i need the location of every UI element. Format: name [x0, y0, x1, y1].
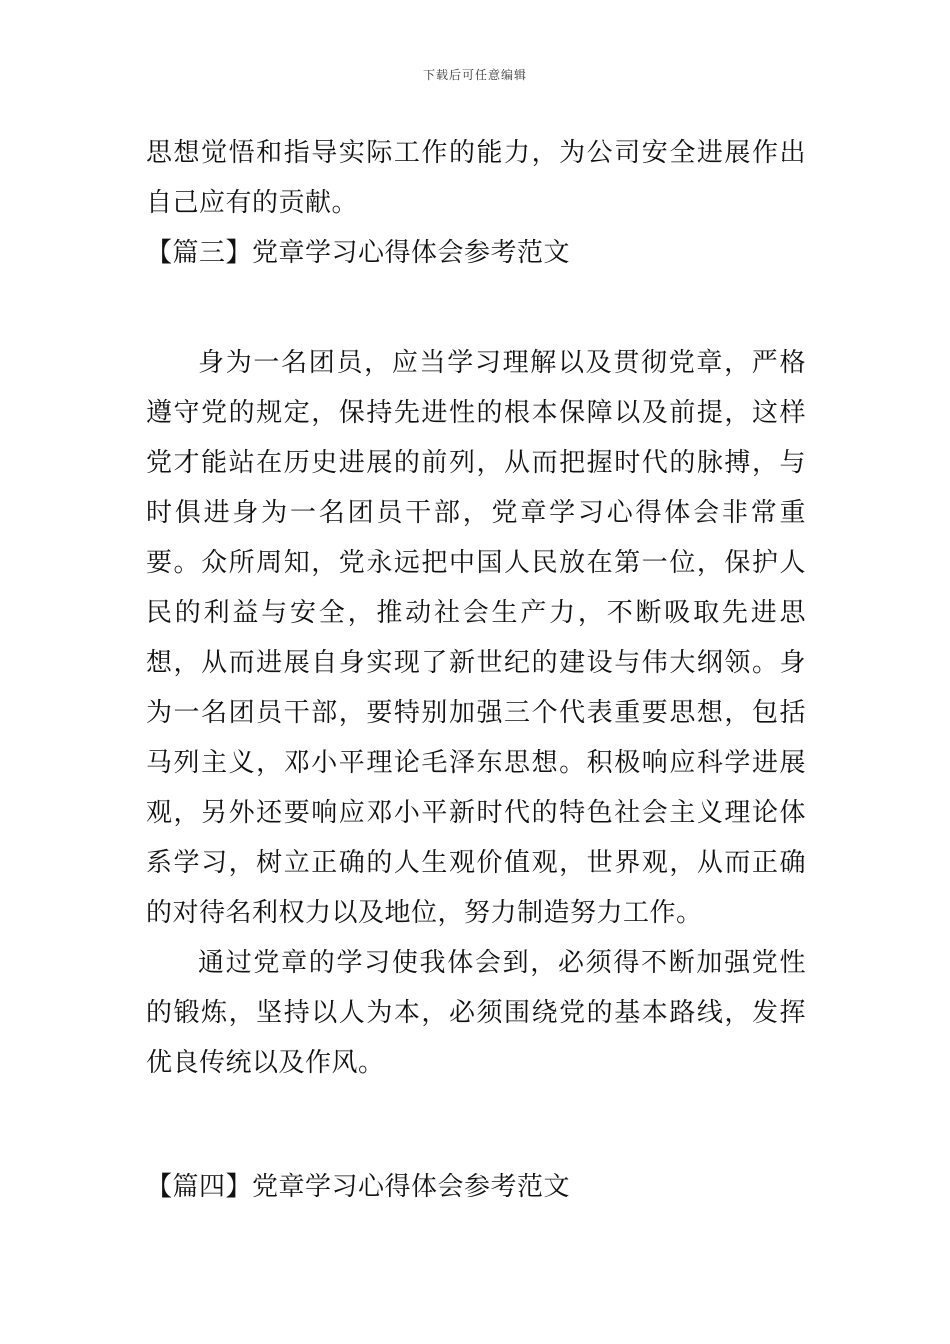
page-header-note: 下载后可任意编辑	[422, 68, 527, 82]
spacer	[146, 1088, 806, 1162]
intro-paragraph: 思想觉悟和指导实际工作的能力，为公司安全进展作出自己应有的贡献。	[146, 138, 806, 218]
part3-paragraph-2: 通过党章的学习使我体会到，必须得不断加强党性的锻炼，坚持以人为本，必须围绕党的基本路线，发挥优良传统以及作风。	[146, 948, 806, 1078]
section-heading-part3: 【篇三】党章学习心得体会参考范文	[146, 238, 571, 268]
section-heading-part4: 【篇四】党章学习心得体会参考范文	[146, 1172, 571, 1202]
spacer	[146, 278, 806, 338]
part3-paragraph-1: 身为一名团员，应当学习理解以及贯彻党章，严格遵守党的规定，保持先进性的根本保障以及前提，这样党才能站在历史进展的前列，从而把握时代的脉搏，与时俱进身为一名团员干部，党章学习心得体会非常重要。众所周知，党永远把中国人民放在第一位，保护人民的利益与安全，推动社会生产力，不断吸取先进思想，从而进展自身实现了新世纪的建设与伟大纲领。身为一名团员干部，要特别加强三个代表重要思想，包括马列主义，邓小平理论毛泽东思想。积极响应科学进展观，另外还要响应邓小平新时代的特色社会主义理论体系学习，树立正确的人生观价值观，世界观，从而正确的对待名利权力以及地位，努力制造努力工作。	[146, 348, 806, 928]
document-body	[146, 128, 806, 1212]
